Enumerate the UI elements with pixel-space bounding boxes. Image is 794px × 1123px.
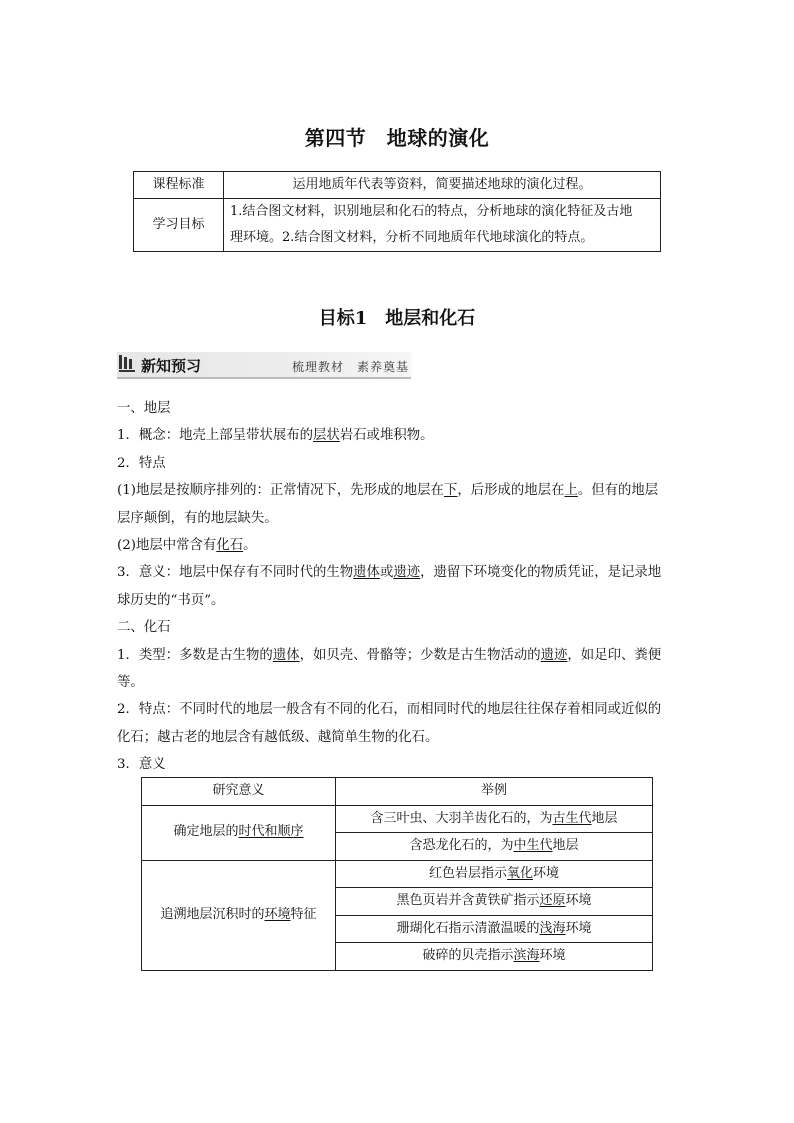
paragraph: 1．概念：地壳上部呈带状展布的层状岩石或堆积物。 (117, 428, 434, 444)
example-cell: 破碎的贝壳指示滨海环境 (336, 943, 653, 971)
paragraph: (2)地层中常含有化石。 (117, 538, 257, 554)
paragraph: 3．意义：地层中保存有不同时代的生物遗体或遗迹，遗留下环境变化的物质凭证，是记录地 (117, 565, 662, 581)
example-cell: 含恐龙化石的，为中生代地层 (336, 833, 653, 861)
paragraph: 层序颠倒，有的地层缺失。 (117, 510, 278, 526)
curriculum-table (133, 171, 661, 252)
subheading: 2．特点 (117, 455, 166, 471)
objectives-label: 学习目标 (134, 199, 224, 252)
body-content (117, 395, 679, 779)
paragraph: (1)地层是按顺序排列的：正常情况下，先形成的地层在下，后形成的地层在上。但有的地层 (117, 483, 659, 499)
section-title: 第四节 地球的演化 (304, 126, 490, 150)
standard-text: 运用地质年代表等资料，简要描述地球的演化过程。 (224, 172, 661, 199)
paragraph: 2．特点：不同时代的地层一般含有不同的化石，而相同时代的地层往往保存着相同或近似的 (117, 702, 662, 718)
blank-answer: 遗体 (272, 647, 300, 663)
heading-fossils: 二、化石 (117, 620, 171, 636)
objectives-line: 理环境。2.结合图文材料，分析不同地质年代地球演化的特点。 (230, 230, 594, 245)
blank-answer: 氧化 (506, 865, 533, 881)
blank-answer: 还原 (539, 893, 566, 908)
table-row (134, 172, 661, 199)
subheading: 3．意义 (117, 757, 166, 773)
example-cell: 红色岩层指示氧化环境 (336, 860, 653, 888)
column-header: 研究意义 (142, 778, 336, 806)
table-row (142, 805, 653, 833)
table-row (134, 199, 661, 252)
example-cell: 含三叶虫、大羽羊齿化石的，为古生代地层 (336, 805, 653, 833)
blank-answer: 古生代 (552, 810, 592, 826)
banner-title: 新知预习 (141, 357, 202, 375)
blank-answer: 层状 (313, 428, 340, 444)
blank-answer: 滨海 (513, 948, 540, 963)
paragraph: 球历史的“书页”。 (117, 592, 225, 608)
heading-strata: 一、地层 (117, 401, 171, 416)
paragraph: 化石；越古老的地层含有越低级、越简单生物的化石。 (117, 729, 439, 745)
blank-answer: 遗迹 (393, 565, 421, 581)
preview-banner (117, 352, 411, 379)
blank-answer: 浅海 (539, 920, 566, 936)
paragraph: 等。 (117, 675, 144, 691)
objective-heading: 目标1 地层和化石 (318, 308, 476, 329)
blank-answer: 环境 (264, 906, 291, 922)
blank-answer: 中生代 (513, 838, 553, 853)
blank-answer: 化石 (216, 538, 244, 554)
table-row (142, 860, 653, 888)
blank-answer: 遗迹 (540, 647, 568, 663)
column-header: 举例 (336, 778, 653, 806)
blank-answer: 遗体 (353, 565, 380, 581)
banner-tagline: 梳理教材 素养奠基 (291, 360, 409, 374)
significance-cell: 追溯地层沉积时的环境特征 (142, 860, 336, 970)
objectives-text (224, 199, 661, 252)
book-icon (119, 355, 135, 373)
significance-cell: 确定地层的时代和顺序 (142, 805, 336, 860)
example-cell: 黑色页岩并含黄铁矿指示还原环境 (336, 888, 653, 916)
example-cell: 珊瑚化石指示清澈温暖的浅海环境 (336, 915, 653, 943)
standard-label: 课程标准 (134, 172, 224, 199)
blank-answer: 上 (564, 483, 578, 499)
objectives-line: 1.结合图文材料，识别地层和化石的特点，分析地球的演化特征及古地 (230, 204, 633, 219)
table-header-row (142, 778, 653, 806)
blank-answer: 下 (443, 483, 458, 499)
blank-answer: 时代和顺序 (238, 824, 304, 840)
paragraph: 1．类型：多数是古生物的遗体，如贝壳、骨骼等；少数是古生物活动的遗迹，如足印、粪便 (117, 647, 662, 663)
fossil-significance-table (141, 777, 653, 971)
